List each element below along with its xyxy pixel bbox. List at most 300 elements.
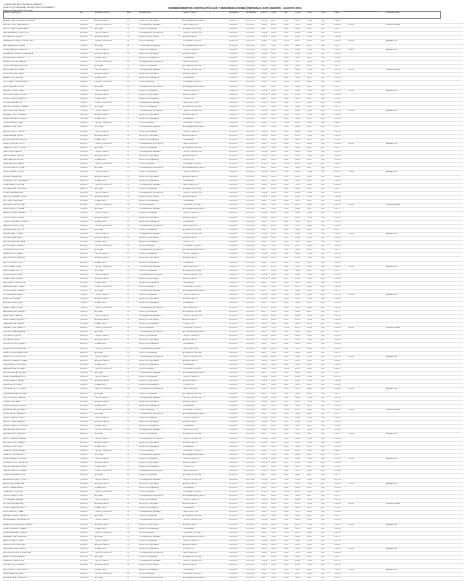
table-cell: 120,00 xyxy=(307,544,313,546)
table-cell: 28,60 xyxy=(284,138,289,141)
table-cell: 18 xyxy=(127,277,129,280)
table-cell: 890,12 xyxy=(261,453,267,456)
table-cell: SERVICIOS CENTRALES xyxy=(139,482,159,485)
table-cell: 701,12 xyxy=(295,142,301,145)
table-cell: JEFE DE SERVICIO xyxy=(183,224,199,227)
table-cell: 0,00 xyxy=(321,118,325,121)
table-cell: 12 xyxy=(127,404,129,407)
table-cell: ORDENANZA xyxy=(183,445,194,448)
table-cell: 0,00 xyxy=(321,32,325,35)
table-cell: NAVAS CORRAL, ARMANDO xyxy=(3,556,26,559)
table-cell: 240,10 xyxy=(295,302,301,305)
table-cell: ADMINISTRATIVO xyxy=(183,564,198,567)
table-cell: 701,12 xyxy=(295,511,301,514)
table-cell: 1.511,77 xyxy=(334,433,341,436)
table-cell: 240,10 xyxy=(295,445,301,448)
table-cell: 1.259,20 xyxy=(334,363,341,366)
table-cell: 12 xyxy=(127,527,129,530)
table-cell: 43567890 xyxy=(80,175,88,178)
table-cell: 345,20 xyxy=(271,318,277,321)
table-cell: 22 xyxy=(127,498,129,501)
table-cell: 712,50 xyxy=(271,327,277,330)
table-cell: 120,00 xyxy=(307,52,313,55)
table-cell: 25789012 xyxy=(80,101,88,104)
table-cell: 150,20 xyxy=(271,56,277,59)
table-cell: MARQUEZ BUENO, OLGA xyxy=(3,224,24,227)
table-cell: 0,00 xyxy=(321,60,325,63)
table-cell: 420,00 xyxy=(307,449,313,452)
table-cell: 54,10 xyxy=(284,20,289,22)
table-cell: 80,00 xyxy=(307,372,312,375)
table-cell: 298,40 xyxy=(295,65,301,68)
table-cell: FLORES SANTANA, INES xyxy=(3,191,23,194)
table-cell: 420,00 xyxy=(307,490,313,493)
table-cell: 0,00 xyxy=(321,36,325,39)
table-cell: 412,30 xyxy=(295,73,301,76)
table-cell: 780,30 xyxy=(261,179,267,182)
table-cell: SERVICIOS CENTRALES xyxy=(139,73,159,76)
table-cell: 31/12/2013 xyxy=(246,462,255,465)
table-cell: ADMINISTRATIVO xyxy=(95,216,110,219)
table-cell: VICECONSEJERIA xyxy=(139,122,154,125)
table-cell: ADMINISTRATIVO xyxy=(95,52,110,55)
table-cell: 712,50 xyxy=(271,204,277,207)
table-cell: 28 xyxy=(127,367,129,370)
table-cell: 345,20 xyxy=(271,544,277,546)
table-cell: 01/01/2013 xyxy=(229,212,238,215)
table-cell: 298,40 xyxy=(295,228,301,231)
table-cell: SUBALTERNO xyxy=(95,302,107,305)
table-cell: 1.245,60 xyxy=(261,314,268,317)
table-cell: SERVICIOS CENTRALES xyxy=(139,339,159,342)
table-cell: 31/12/2013 xyxy=(246,548,255,551)
table-cell: RUBIO CANTERO, DIANA xyxy=(3,511,24,514)
table-cell: 1.245,60 xyxy=(261,539,268,542)
table-cell: 1.023,45 xyxy=(261,175,268,178)
table-cell: 31/12/2013 xyxy=(246,196,255,199)
table-cell: 801,12 xyxy=(295,490,301,493)
table-cell: 76,40 xyxy=(284,417,289,420)
table-cell: 0,00 xyxy=(321,331,325,334)
table-cell: 22 xyxy=(127,294,129,297)
table-cell: FRANCO ESPINOSA, ALFONSO xyxy=(3,351,29,354)
table-cell: 420,10 xyxy=(271,396,277,399)
table-cell: 120,00 xyxy=(307,114,313,117)
table-cell: 19123456 xyxy=(80,77,88,80)
table-cell: ADMINISTRATIVO xyxy=(95,155,110,158)
table-cell: 0,00 xyxy=(321,101,325,104)
table-cell: 76,40 xyxy=(284,355,289,358)
table-cell: 780,30 xyxy=(261,445,267,448)
table-cell: SERVICIOS GENERALES xyxy=(139,302,159,305)
table-cell: 28,60 xyxy=(284,343,289,346)
table-cell: 32,80 xyxy=(284,556,289,559)
table-cell: AUXILIAR ADMINISTRATIVO xyxy=(183,290,206,293)
table-cell: CONSEJERO TECNICO xyxy=(183,40,202,43)
table-cell: 01/01/2013 xyxy=(229,224,238,227)
table-cell: CONSEJERIA DE SANIDAD xyxy=(139,396,161,399)
table-cell: 32,80 xyxy=(284,474,289,477)
table-cell: 31/12/2013 xyxy=(246,81,255,84)
table-cell: 3.250,64 xyxy=(334,101,341,104)
table-cell: 07894561 xyxy=(80,28,88,31)
table-cell: AUXILIAR xyxy=(95,105,103,108)
table-cell: 612,50 xyxy=(271,101,277,104)
table-cell: 520,80 xyxy=(295,519,301,522)
table-cell: CONSEJERIA DE EDUCACION xyxy=(139,552,164,555)
table-cell: 412,30 xyxy=(295,114,301,117)
table-cell: JEFE DE SECCION xyxy=(183,183,199,186)
table-cell: DIRECCION GENERAL xyxy=(139,253,158,256)
table-cell: 890,12 xyxy=(261,372,267,375)
table-cell: 345,20 xyxy=(271,155,277,158)
table-cell: 01/01/2013 xyxy=(229,282,238,284)
table-cell: 0,00 xyxy=(321,482,325,485)
table-cell: ORDENANZA xyxy=(183,118,194,121)
table-cell: 1.955,05 xyxy=(334,503,341,506)
table-cell: 96890123 xyxy=(80,392,88,395)
table-cell: 150,20 xyxy=(271,527,277,530)
table-cell: 1.023,45 xyxy=(261,380,268,383)
table-cell: SUBALTERNO xyxy=(95,56,107,59)
table-cell: SERVICIOS GENERALES xyxy=(139,445,159,448)
table-cell: CONSEJERIA DE SANIDAD xyxy=(139,126,161,129)
table-cell: 80,00 xyxy=(307,515,312,518)
table-cell: 1.023,45 xyxy=(261,257,268,260)
table-cell: 31/12/2013 xyxy=(246,286,255,289)
table-cell: VICECONSEJERIA xyxy=(139,490,154,493)
table-cell: 1.511,77 xyxy=(334,146,341,149)
table-cell: 120,00 xyxy=(307,20,313,22)
table-cell: 420,10 xyxy=(271,519,277,522)
table-cell: JEFE DE SERVICIO xyxy=(183,552,199,555)
table-cell: 420,10 xyxy=(271,32,277,35)
table-cell: 31/12/2013 xyxy=(246,531,255,534)
table-cell: 31/12/2013 xyxy=(246,241,255,244)
table-cell: CONSEJERIA DE SANIDAD xyxy=(139,511,161,514)
table-cell: Resolucion interna xyxy=(386,204,400,207)
table-cell: NAVARRO GIL, PATRICIA xyxy=(3,77,23,80)
table-cell: TECNICO SUPERIOR xyxy=(95,142,112,145)
table-cell: LEON MONTERO, NOELIA xyxy=(3,216,24,219)
table-cell: 15890123 xyxy=(80,470,88,473)
table-cell: AUXILIAR ADMINISTRATIVO xyxy=(183,372,206,375)
table-cell: 210,45 xyxy=(271,28,277,31)
table-cell: 150,20 xyxy=(271,548,277,551)
table-cell: 2.472,90 xyxy=(334,171,341,174)
table-cell: 12 xyxy=(127,343,129,346)
table-cell: 22 xyxy=(127,458,129,461)
table-cell: DIRECCION GENERAL xyxy=(139,376,158,379)
table-cell: JEFE DE SERVICIO xyxy=(183,388,199,391)
table-cell: 26 xyxy=(127,429,129,432)
table-cell: 31/12/2013 xyxy=(246,118,255,121)
table-cell: 01/01/2013 xyxy=(229,163,238,166)
table-cell: 0,00 xyxy=(321,294,325,297)
table-cell: AUXILIAR xyxy=(95,474,103,477)
table-cell: 01/01/2013 xyxy=(229,363,238,366)
table-cell: TECNICO MEDIO xyxy=(95,539,109,542)
table-cell: 76,40 xyxy=(284,32,289,35)
table-cell: 712,50 xyxy=(271,286,277,289)
table-cell: 298,40 xyxy=(295,208,301,211)
table-cell: SERVICIOS CENTRALES xyxy=(139,277,159,280)
table-cell: DIRECCION GENERAL xyxy=(139,89,158,92)
table-cell: 18 xyxy=(127,462,129,465)
table-cell: 3.250,64 xyxy=(334,429,341,432)
table-cell: 120,00 xyxy=(307,359,313,362)
table-cell: 3.542,54 xyxy=(334,40,341,43)
table-cell: 1.023,45 xyxy=(261,482,268,485)
table-cell: 28,60 xyxy=(284,282,289,284)
table-cell: 54,10 xyxy=(284,544,289,546)
table-cell: TECNICO MEDIO xyxy=(95,110,109,113)
table-cell: CONDUCTOR xyxy=(183,384,194,387)
table-cell: SERVICIOS GENERALES xyxy=(139,363,159,366)
table-cell: 62456789 xyxy=(80,253,88,256)
table-cell: 14 xyxy=(127,392,129,395)
org-line-1: COMUNIDAD AUTONOMA DE MADRID xyxy=(3,4,43,6)
table-cell: 22 xyxy=(127,110,129,113)
table-cell: 12 xyxy=(127,568,129,571)
table-cell: 32,80 xyxy=(284,208,289,211)
table-cell: PEÑA ROBLES, CESAR xyxy=(3,384,22,387)
table-cell: 1.498,72 xyxy=(261,490,268,493)
table-cell: 31/12/2013 xyxy=(246,273,255,276)
table-cell: 28 xyxy=(127,286,129,289)
table-cell: 54,10 xyxy=(284,380,289,383)
table-cell: 701,12 xyxy=(295,388,301,391)
table-cell: SUBALTERNO xyxy=(95,507,107,510)
table-cell: CONSEJERIA DE SANIDAD xyxy=(139,290,161,293)
table-cell: ORDENANZA xyxy=(183,486,194,489)
table-cell: CONSEJERIA DE EDUCACION xyxy=(139,32,164,35)
table-cell: MATA VILLAR, SEBASTIAN xyxy=(3,482,25,485)
table-cell: 1.511,77 xyxy=(334,290,341,293)
table-cell: 54,10 xyxy=(284,564,289,567)
table-cell: MIRANDA SOSA, ESTEBAN xyxy=(3,367,25,370)
table-cell: SUBALTERNO xyxy=(95,179,107,182)
table-cell: 47901234 xyxy=(80,191,88,194)
table-cell: ESTEBAN RUIZ, LAURA xyxy=(3,36,22,39)
table-cell: 01/01/2013 xyxy=(229,544,238,546)
table-cell: TECNICO SUPERIOR xyxy=(95,24,112,27)
table-cell: 240,10 xyxy=(295,548,301,551)
table-cell: 412,30 xyxy=(295,277,301,280)
table-cell: ESCOBAR VIDAL, GUILLERMO xyxy=(3,187,28,190)
table-cell: 31/12/2013 xyxy=(246,404,255,407)
table-cell: 1.023,45 xyxy=(261,339,268,342)
table-cell: TECNICO SUPERIOR xyxy=(95,265,112,268)
table-cell: 12/2013 xyxy=(348,24,355,27)
table-cell: 28 xyxy=(127,408,129,411)
table-cell: 01/01/2013 xyxy=(229,81,238,84)
table-cell: 2.472,90 xyxy=(334,519,341,522)
table-cell: 20234567 xyxy=(80,81,88,84)
table-cell: SERVICIOS GENERALES xyxy=(139,568,159,571)
table-cell: 54,10 xyxy=(284,421,289,424)
table-cell: 0,00 xyxy=(321,212,325,215)
table-cell: 0,00 xyxy=(321,163,325,166)
table-cell: 76,40 xyxy=(284,478,289,481)
table-cell: SERVICIOS CENTRALES xyxy=(139,36,159,39)
table-cell: 80,00 xyxy=(307,126,312,129)
table-cell: 0,00 xyxy=(321,44,325,47)
table-cell: SUBALTERNO xyxy=(95,425,107,428)
table-cell: 12/2013 xyxy=(348,433,355,436)
table-cell: 31/12/2013 xyxy=(246,470,255,473)
table-cell: VERA CEBRIAN, ARTEMIO xyxy=(3,572,24,575)
table-cell: 1.511,77 xyxy=(334,351,341,354)
table-cell: 1.955,05 xyxy=(334,236,341,239)
table-cell: 1.245,60 xyxy=(261,273,268,276)
table-cell: 210,45 xyxy=(271,65,277,68)
table-cell: CONSEJERIA DE SANIDAD xyxy=(139,478,161,481)
table-cell: 0,00 xyxy=(321,146,325,149)
table-cell: 3.542,54 xyxy=(334,531,341,534)
table-cell: 210,45 xyxy=(271,228,277,231)
table-cell: 98,30 xyxy=(284,470,289,473)
table-cell: 80,00 xyxy=(307,331,312,334)
table-cell: 60,00 xyxy=(307,445,312,448)
table-cell: AUXILIAR xyxy=(95,228,103,231)
table-cell: 31/12/2013 xyxy=(246,151,255,153)
table-cell: 0,00 xyxy=(321,73,325,76)
table-cell: 340,00 xyxy=(307,265,313,268)
table-cell: TECNICO SUPERIOR xyxy=(95,60,112,63)
table-cell: 420,10 xyxy=(271,191,277,194)
table-cell: SERVICIOS GENERALES xyxy=(139,241,159,244)
table-cell: 12 xyxy=(127,425,129,428)
table-cell: 1.955,05 xyxy=(334,523,341,526)
table-cell: 31/12/2013 xyxy=(246,494,255,497)
table-cell: 97901234 xyxy=(80,396,88,399)
table-cell: FERNANDEZ GOMEZ, JOSE ANTONIO xyxy=(3,40,34,43)
table-cell: 345,20 xyxy=(271,564,277,567)
table-cell: 28,60 xyxy=(284,445,289,448)
table-cell: 210,45 xyxy=(271,187,277,190)
table-cell: 54678901 xyxy=(80,220,88,223)
table-cell: SUBALTERNO xyxy=(95,343,107,346)
table-cell: 01/01/2013 xyxy=(229,298,238,301)
table-cell: 612,50 xyxy=(271,347,277,350)
table-cell: AUXILIAR DE OFICINA xyxy=(183,515,201,518)
table-cell: 31/12/2013 xyxy=(246,249,255,252)
table-cell: CARMONA LEON, RAMON xyxy=(3,163,24,166)
table-cell: 1.259,20 xyxy=(334,56,341,59)
table-cell: 890,12 xyxy=(261,576,267,579)
table-cell: TECNICO SUPERIOR xyxy=(95,306,112,309)
table-cell: 01/01/2013 xyxy=(229,507,238,510)
table-cell: 210,45 xyxy=(271,44,277,47)
table-cell: 60,00 xyxy=(307,261,312,264)
table-cell: 24789012 xyxy=(80,507,88,510)
table-cell: 01/01/2013 xyxy=(229,548,238,551)
table-cell: 38012345 xyxy=(80,155,88,158)
table-cell: 801,12 xyxy=(295,81,301,84)
table-cell: 31/12/2013 xyxy=(246,32,255,35)
table-cell: SUBALTERNO xyxy=(95,548,107,551)
table-cell: TECNICO DE GESTION xyxy=(183,69,202,72)
table-cell: AUXILIAR xyxy=(95,494,103,497)
table-cell: 18 xyxy=(127,523,129,526)
table-cell: 890,12 xyxy=(261,126,267,129)
table-cell: 520,80 xyxy=(295,355,301,358)
table-cell: ADMINISTRATIVO xyxy=(183,155,198,158)
table-cell: 32,80 xyxy=(284,515,289,518)
table-cell: 110,20 xyxy=(284,490,290,493)
table-cell: 18 xyxy=(127,114,129,117)
table-cell: 1.245,60 xyxy=(261,212,268,215)
table-cell: 345,20 xyxy=(271,523,277,526)
table-cell: TECNICO MEDIO xyxy=(95,191,109,194)
table-cell: VEGA CABRERA, NURIA xyxy=(3,134,23,137)
table-cell: 612,50 xyxy=(271,429,277,432)
table-cell: 210,45 xyxy=(271,331,277,334)
table-cell: 0,00 xyxy=(321,490,325,493)
table-cell: 28 xyxy=(127,531,129,534)
table-cell: ADMINISTRATIVO xyxy=(183,236,198,239)
table-cell: SERVICIOS GENERALES xyxy=(139,261,159,264)
table-cell: ADMINISTRATIVO xyxy=(95,462,110,465)
column-header: FECHA BAJA xyxy=(246,13,256,14)
table-cell: 12 xyxy=(127,507,129,510)
table-cell: 18 xyxy=(127,339,129,342)
table-cell: 76,40 xyxy=(284,335,289,338)
table-cell: VICECONSEJERIA xyxy=(139,327,154,330)
table-cell: 28 xyxy=(127,490,129,493)
table-cell: CONSEJERO TECNICO xyxy=(183,490,202,493)
table-cell: AUXILIAR xyxy=(95,331,103,334)
table-cell: AUXILIAR ADMINISTRATIVO xyxy=(183,126,206,129)
table-cell: 22456789 xyxy=(80,89,88,92)
table-cell: CONSEJERIA DE SANIDAD xyxy=(139,101,161,104)
table-cell: DIRECCION GENERAL xyxy=(139,458,158,461)
table-cell: 0,00 xyxy=(321,236,325,239)
table-cell: 1.023,45 xyxy=(261,359,268,362)
table-cell: 31/12/2013 xyxy=(246,372,255,375)
table-cell: 60,00 xyxy=(307,56,312,59)
table-cell: 2.472,90 xyxy=(334,294,341,297)
table-cell: 18 xyxy=(127,544,129,546)
table-cell: 80,00 xyxy=(307,310,312,313)
table-cell: 31/12/2013 xyxy=(246,314,255,317)
table-cell: AUXILIAR xyxy=(95,187,103,190)
table-cell: 890,12 xyxy=(261,535,267,538)
table-cell: 0,00 xyxy=(321,367,325,370)
table-cell: 298,40 xyxy=(295,372,301,375)
table-cell: 31/12/2013 xyxy=(246,142,255,145)
table-cell: ADMINISTRATIVO xyxy=(183,544,198,546)
table-cell: 31/12/2013 xyxy=(246,204,255,207)
table-cell: 120,00 xyxy=(307,441,313,444)
table-cell: CALDERON REY, SOFIA xyxy=(3,445,23,448)
table-cell: 0,00 xyxy=(321,433,325,436)
table-cell: 345,20 xyxy=(271,257,277,260)
table-cell: 01/01/2013 xyxy=(229,453,238,456)
table-cell: 12/2013 xyxy=(348,89,355,92)
table-cell: 1.259,20 xyxy=(334,384,341,387)
table-cell: 345,20 xyxy=(271,421,277,424)
table-cell: 31/12/2013 xyxy=(246,159,255,162)
table-cell: TECNICO SUPERIOR xyxy=(95,81,112,84)
table-cell: 80,00 xyxy=(307,433,312,436)
table-cell: ADMINISTRATIVO xyxy=(95,421,110,424)
table-cell: 345,20 xyxy=(271,73,277,76)
table-cell: ADMINISTRATIVO xyxy=(183,441,198,444)
table-cell: 0,00 xyxy=(321,208,325,211)
table-cell: 0,00 xyxy=(321,187,325,190)
